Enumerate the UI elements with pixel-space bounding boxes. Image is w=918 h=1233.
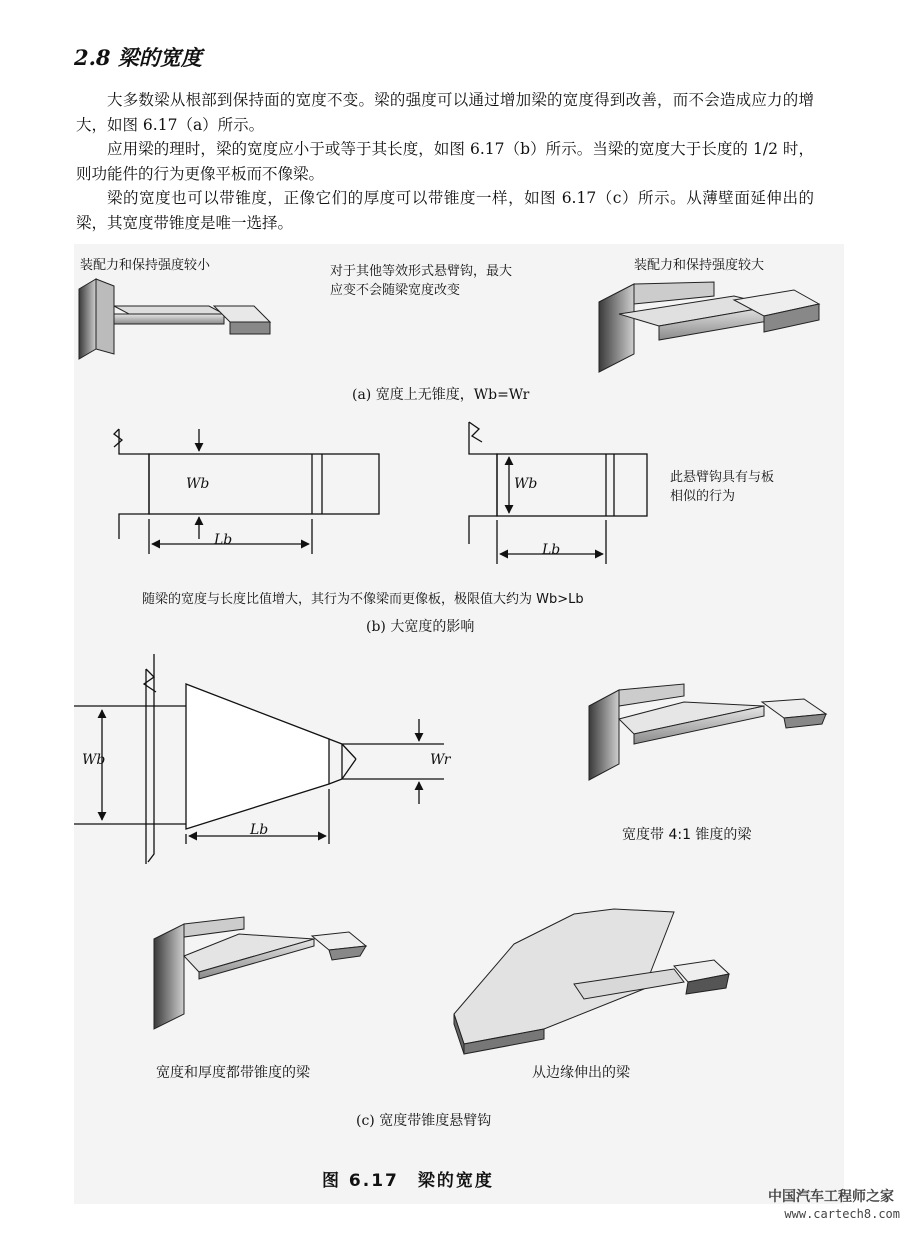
label-a-left: 装配力和保持强度较小 [80,258,211,273]
part-c-taper-3d [589,684,826,780]
part-c-both-3d [154,917,366,1029]
wb-label-right: Wb [514,476,538,492]
note-a: 对于其他等效形式悬臂钩，最大应变不会随梁宽度改变 [330,264,513,298]
section-heading: 2.8 梁的宽度 [74,45,202,70]
figure-caption: 图 6.17 梁的宽度 [322,1171,494,1191]
lb-label-right: Lb [542,542,561,558]
watermark-url: www.cartech8.com [784,1207,900,1221]
note-b: 此悬臂钩具有与板相似的行为 [670,470,775,504]
label-both-taper-beam: 宽度和厚度都带锥度的梁 [156,1065,310,1081]
label-a-right: 装配力和保持强度较大 [634,258,765,273]
caption-b: (b) 大宽度的影响 [366,619,475,635]
part-b-left [114,429,379,554]
wr-label-c: Wr [430,752,451,768]
part-a-left [79,279,270,359]
label-taper-beam: 宽度带 4:1 锥度的梁 [622,827,752,843]
wb-label-c: Wb [82,752,106,768]
paragraph-3: 梁的宽度也可以带锥度，正像它们的厚度可以带锥度一样，如图 6.17（c）所示。从薄壁面延伸出的梁，其宽度带锥度是唯一选择。 [76,189,814,232]
paragraph-2: 应用梁的理时，梁的宽度应小于或等于其长度，如图 6.17（b）所示。当梁的宽度大于长度的 1/2 时，则功能件的行为更像平板而不像梁。 [76,140,814,183]
label-edge-beam: 从边缘伸出的梁 [532,1065,630,1081]
caption-a: (a) 宽度上无锥度，Wb=Wr [352,387,530,403]
caption-c: (c) 宽度带锥度悬臂钩 [356,1113,492,1129]
lb-label-c: Lb [250,822,269,838]
part-c-edge-3d [454,909,729,1054]
paragraph-1: 大多数梁从根部到保持面的宽度不变。梁的强度可以通过增加梁的宽度得到改善，而不会造成应力的增大，如图 6.17（a）所示。 [76,91,814,134]
lb-label-left: Lb [214,532,233,548]
sentence-b: 随梁的宽度与长度比值增大，其行为不像梁而更像板，极限值大约为 Wb>Lb [142,592,584,607]
wb-label-left: Wb [186,476,210,492]
part-a-right [599,282,819,372]
figure-6-17 [74,244,844,1204]
watermark-name: 中国汽车工程师之家 [768,1189,894,1205]
